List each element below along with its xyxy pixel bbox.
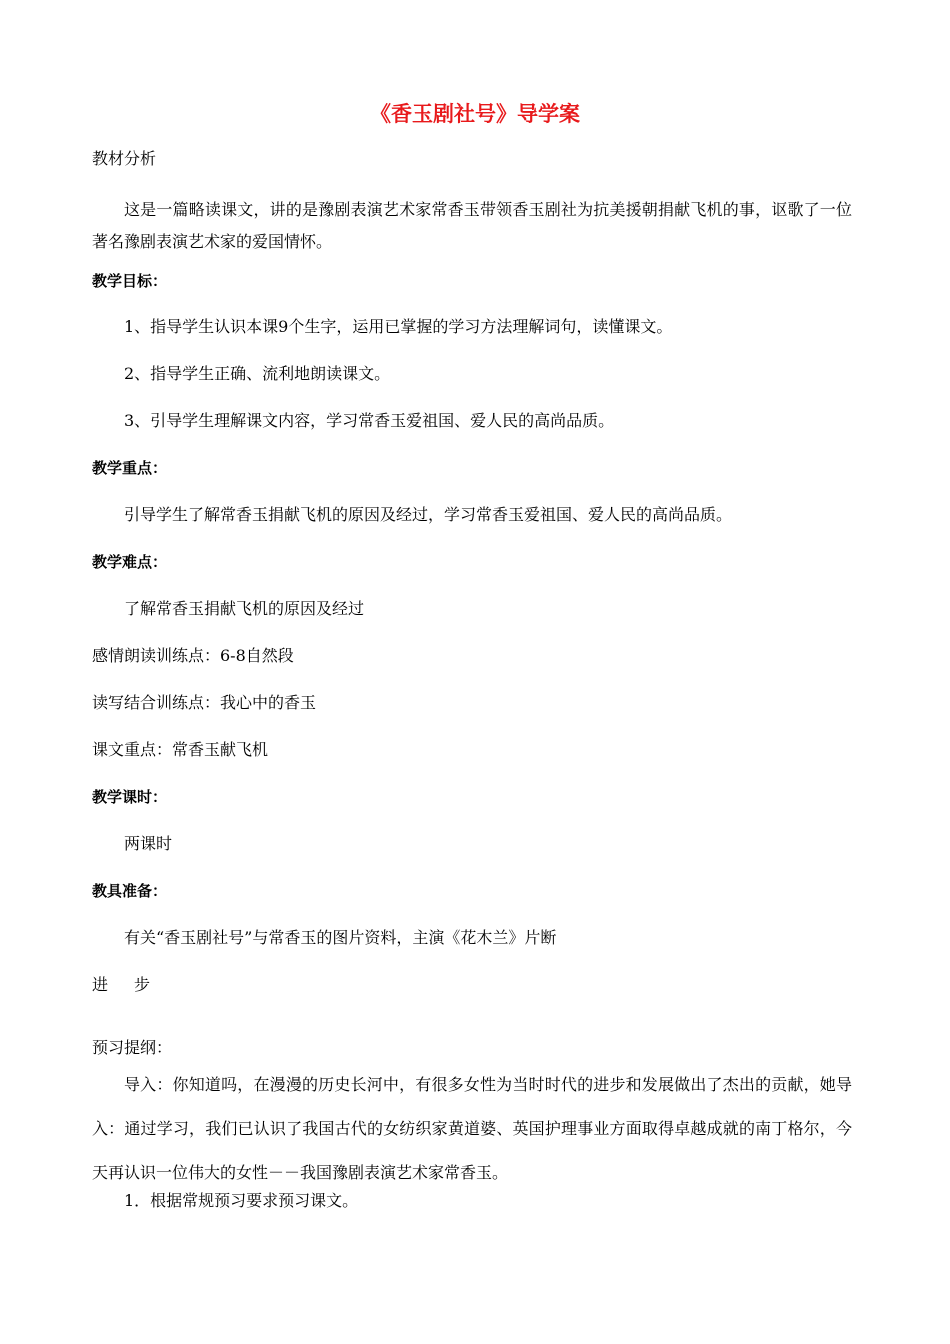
material-paragraph: 这是一篇略读课文，讲的是豫剧表演艺术家常香玉带领香玉剧社为抗美援朝捐献飞机的事，讴歌了一位著名豫剧表演艺术家的爱国情怀。 <box>92 200 852 251</box>
goal-item-3: 3、引导学生理解课文内容，学习常香玉爱祖国、爱人民的高尚品质。 <box>124 411 615 430</box>
progress-label <box>92 974 150 996</box>
key-text: 引导学生了解常香玉捐献飞机的原因及经过，学习常香玉爱祖国、爱人民的高尚品质。 <box>124 505 733 524</box>
progress-left: 进 <box>92 975 109 994</box>
tools-heading: 教具准备： <box>92 882 168 900</box>
goal-item-2: 2、指导学生正确、流利地朗读课文。 <box>124 364 391 383</box>
tools-text: 有关“香玉剧社号”与常香玉的图片资料，主演《花木兰》片断 <box>124 928 557 947</box>
document-title: 《香玉剧社号》导学案 <box>370 102 580 126</box>
reading-point: 感情朗读训练点：6-8自然段 <box>92 646 294 665</box>
key-heading: 教学重点： <box>92 459 168 477</box>
goals-heading: 教学目标： <box>92 272 168 290</box>
difficulty-text: 了解常香玉捐献飞机的原因及经过 <box>124 599 365 618</box>
intro-paragraph: 导入：你知道吗，在漫漫的历史长河中，有很多女性为当时时代的进步和发展做出了杰出的贡献，她导入：通过学习，我们已认识了我国古代的女纺织家黄道婆、英国护理事业方面取得卓越成就的南丁格尔，今天再认识一位伟大的女性－－我国豫剧表演艺术家常香玉。 <box>92 1075 852 1182</box>
section-material-label: 教材分析 <box>92 149 157 168</box>
hours-heading: 教学课时： <box>92 788 168 806</box>
step-1: 1．根据常规预习要求预习课文。 <box>124 1191 359 1210</box>
hours-text: 两课时 <box>124 834 173 853</box>
difficulty-heading: 教学难点： <box>92 553 168 571</box>
outline-heading: 预习提纲： <box>92 1038 173 1057</box>
text-key-point: 课文重点：常香玉献飞机 <box>92 740 269 759</box>
writing-point: 读写结合训练点：我心中的香玉 <box>92 693 317 712</box>
progress-right: 步 <box>134 975 151 994</box>
goal-item-1: 1、指导学生认识本课9个生字，运用已掌握的学习方法理解词句，读懂课文。 <box>124 317 673 336</box>
